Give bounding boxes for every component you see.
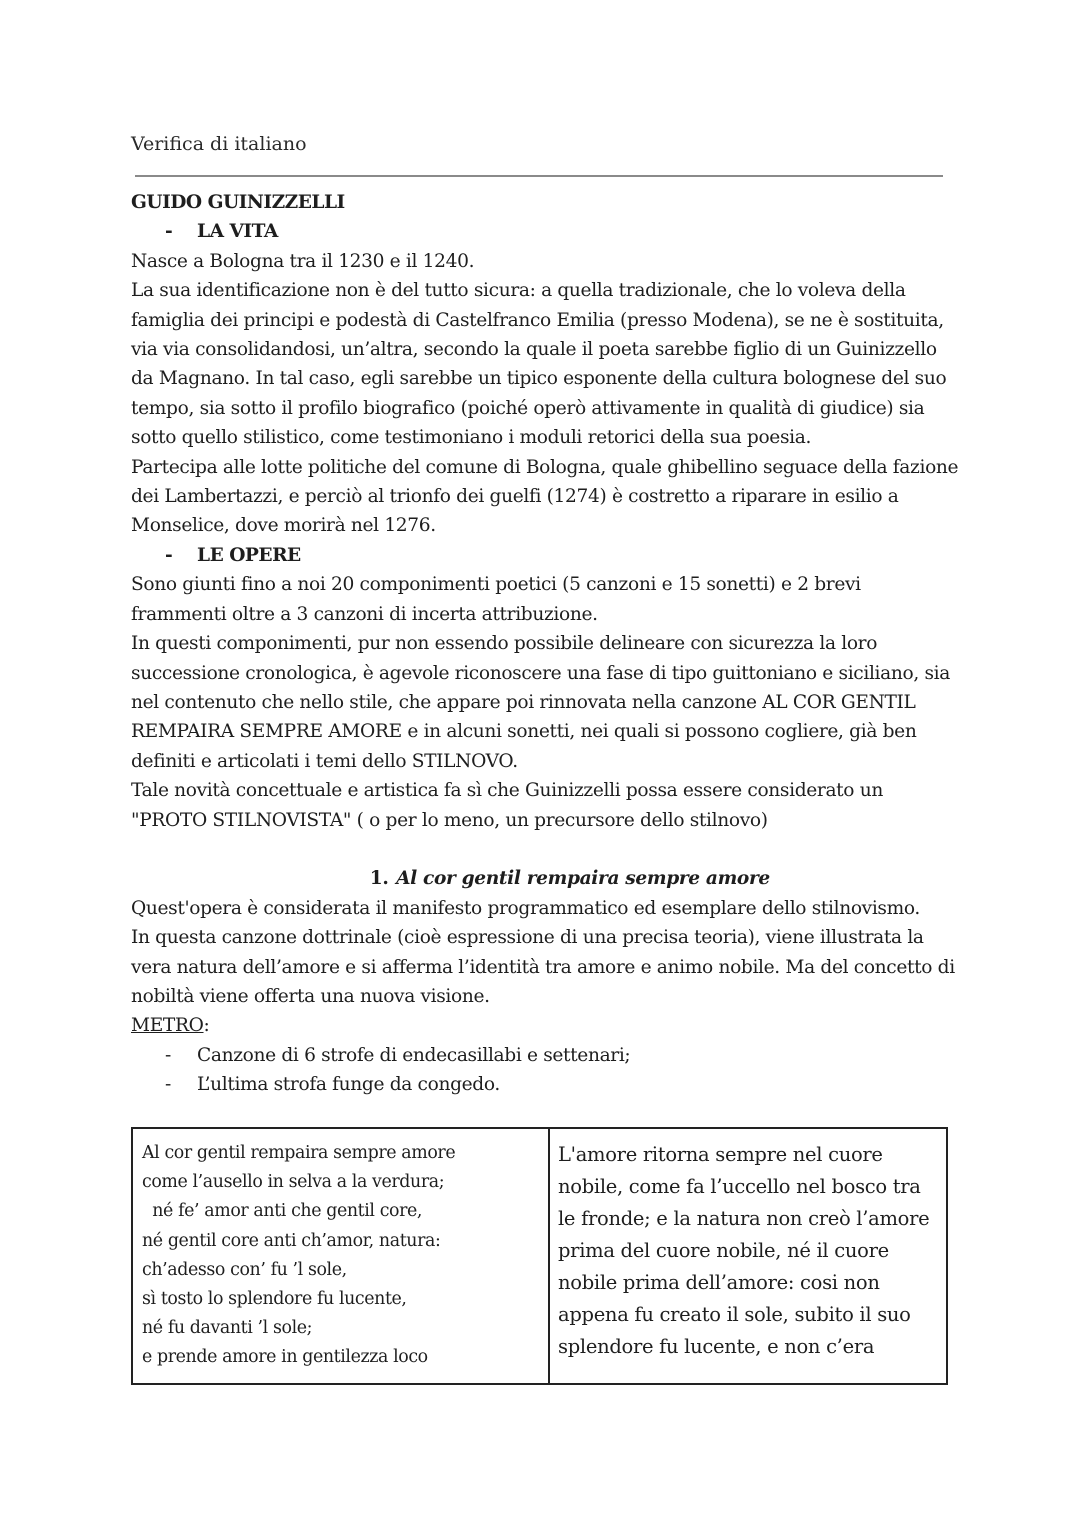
paragraph: Partecipa alle lotte politiche del comune di Bologna, quale ghibellino seguace della fazione dei Lambertazzi, e perciò al trionfo dei guelfi (1274) è costretto a riparare in esilio a Monselice, dove morirà nel 1276.: [131, 456, 959, 537]
work-number: 1.: [369, 868, 389, 890]
paragraph: La sua identificazione non è del tutto sicura: a quella tradizionale, che lo voleva della famiglia dei principi e podestà di Castelfranco Emilia (presso Modena), se ne è sostituita, via via consolidandosi, un’altra, secondo la quale il poeta sarebbe figlio di un Guinizzello da Magnano. In tal caso, egli sarebbe un tipico esponente della cultura bolognese del suo tempo, sia sotto il profilo biografico (poiché operò attivamente in qualità di giudice) sia sotto quello stilistico, come testimoniano i moduli retorici della sua poesia.: [131, 280, 947, 449]
poem-line: né fu davanti ’l sole;: [142, 1318, 313, 1339]
section-heading-label: LA VITA: [197, 221, 278, 243]
paragraph: Quest'opera è considerata il manifesto programmatico ed esemplare dello stilnovismo.: [131, 897, 920, 919]
bullet-dash: -: [165, 221, 173, 243]
poem-line: né gentil core anti ch’amor, natura:: [142, 1230, 441, 1251]
translation-line: L'amore ritorna sempre nel cuore: [558, 1143, 883, 1166]
paragraph: In questa canzone dottrinale (cioè espressione di una precisa teoria), viene illustrata la vera natura dell’amore e si afferma l’identità tra amore e animo nobile. Ma del concetto di nobiltà viene offerta una nuova visione.: [131, 927, 955, 1007]
spacer: [131, 835, 961, 864]
metro-label-text: METRO: [131, 1015, 204, 1037]
bullet-dash: -: [165, 544, 173, 566]
paragraph: Sono giunti fino a noi 20 componimenti poetici (5 canzoni e 15 sonetti) e 2 brevi frammenti oltre a 3 canzoni di incerta attribuzione.: [131, 574, 861, 625]
translation-cell: [549, 1128, 947, 1384]
poem-table: [131, 1127, 948, 1385]
page-header: Verifica di italiano: [131, 133, 307, 155]
translation-line: prima del cuore nobile, né il cuore: [558, 1239, 889, 1262]
paragraph: Nasce a Bologna tra il 1230 e il 1240.: [131, 250, 475, 272]
bullet-dash: -: [165, 1074, 171, 1096]
section-heading-vita: [131, 217, 961, 246]
work-title: [131, 864, 961, 893]
poem-line: Al cor gentil rempaira sempre amore: [142, 1143, 456, 1163]
section-heading-opere: [131, 541, 961, 570]
translation-line: nobile, come fa l’uccello nel bosco tra: [558, 1175, 921, 1198]
poem-line: e prende amore in gentilezza loco: [142, 1347, 428, 1368]
list-item: [165, 1070, 961, 1099]
translation-line: le fronde; e la natura non creò l’amore: [558, 1207, 930, 1230]
poem-line: ch’adesso con’ fu ’l sole,: [142, 1259, 347, 1280]
header-divider: [135, 175, 943, 177]
metro-list: [131, 1041, 961, 1100]
list-item: [165, 1041, 961, 1070]
poem-line: sì tosto lo splendore fu lucente,: [142, 1289, 407, 1310]
paragraph: Tale novità concettuale e artistica fa sì che Guinizzelli possa essere considerato un "PROTO STILNOVISTA" ( o per lo meno, un precursore dello stilnovo): [131, 780, 883, 831]
document-body: [131, 188, 961, 1100]
metro-label: [131, 1011, 961, 1040]
author-heading: GUIDO GUINIZZELLI: [131, 192, 345, 213]
poem-line: come l’ausello in selva a la verdura;: [142, 1172, 445, 1193]
list-item-text: L’ultima strofa funge da congedo.: [197, 1074, 500, 1096]
translation-line: appena fu creato il sole, subito il suo: [558, 1303, 911, 1326]
poem-line: né fe’ amor anti che gentil core,: [142, 1201, 423, 1222]
table-row: [132, 1128, 947, 1384]
bullet-dash: -: [165, 1044, 171, 1066]
translation-line: nobile prima dell’amore: cosi non: [558, 1271, 880, 1294]
metro-colon: :: [203, 1015, 210, 1037]
work-title-text: Al cor gentil rempaira sempre amore: [396, 868, 770, 890]
list-item-text: Canzone di 6 strofe di endecasillabi e settenari;: [197, 1044, 631, 1066]
original-text-cell: [132, 1128, 549, 1384]
paragraph: In questi componimenti, pur non essendo possibile delineare con sicurezza la loro successione cronologica, è agevole riconoscere una fase di tipo guittoniano e siciliano, sia nel contenuto che nello stile, che appare poi rinnovata nella canzone AL COR GENTIL REMPAIRA SEMPRE AMORE e in alcuni sonetti, nei quali si possono cogliere, già ben definiti e articolati i temi dello STILNOVO.: [131, 633, 950, 772]
translation-line: splendore fu lucente, e non c’era: [558, 1335, 875, 1358]
section-heading-label: LE OPERE: [197, 544, 301, 566]
